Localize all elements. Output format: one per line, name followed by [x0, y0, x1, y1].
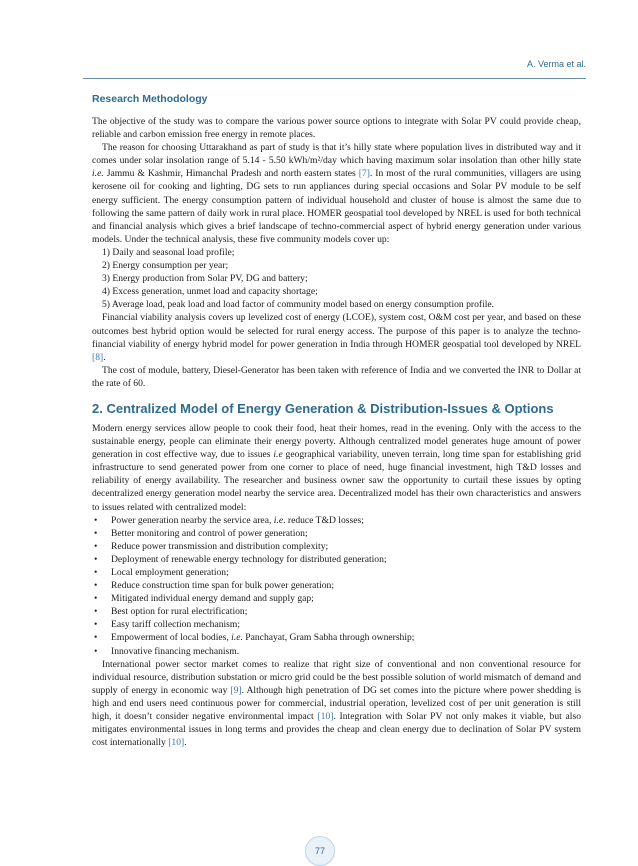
text-run: Deployment of renewable energy technology for distributed generation;: [111, 553, 387, 565]
bullet-icon: •: [94, 593, 98, 605]
list-item: [92, 566, 581, 579]
reference-link-10[interactable]: [10]: [317, 711, 334, 723]
list-item: [92, 527, 581, 540]
text-run: The reason for choosing Uttarakhand as part of study is that it’s hilly state where population lives in distributed way and it comes under solar insolation range of 5.14 - 5.50 kWh/m²/day which having maximum solar insolation than other hilly state: [92, 142, 581, 167]
research-methodology-heading: Research Methodology: [92, 93, 208, 105]
reference-link-10[interactable]: [10]: [168, 737, 185, 749]
bullet-icon: •: [94, 580, 98, 592]
bullet-icon: •: [94, 540, 98, 552]
reference-link-7[interactable]: [7]: [358, 168, 370, 180]
bullet-icon: •: [94, 527, 98, 539]
text-run: Jammu & Kashmir, Himanchal Pradesh and north eastern states: [103, 168, 359, 180]
list-item: 2) Energy consumption per year;: [102, 260, 229, 272]
bullet-icon: •: [94, 553, 98, 565]
italic-ie: i.e.: [231, 632, 243, 644]
text-run: Easy tariff collection mechanism;: [111, 619, 241, 631]
research-paragraph-4: The cost of module, battery, Diesel-Generator has been taken with reference of India and we converted the INR to Dollar at the rate of 60.: [92, 364, 581, 389]
text-run: Panchayat, Gram Sabha through ownership;: [242, 632, 415, 644]
section-2-heading: 2. Centralized Model of Energy Generation & Distribution-Issues & Options: [92, 400, 554, 416]
text-run: Power generation nearby the service area,: [111, 514, 274, 526]
section-2-paragraph-2: [92, 658, 581, 750]
list-item: 4) Excess generation, unmet load and capacity shortage;: [102, 286, 318, 298]
model-list: [92, 246, 581, 311]
text-run: Financial viability analysis covers up levelized cost of energy (LCOE), system cost, O&M cost per year, and based on these outcomes best hybrid option would be selected for rural energy access. The purpose of this paper is to analyze the techno-financial viability of energy hybrid model for power generation in India through HOMER geospatial tool developed by NREL: [92, 312, 581, 350]
text-run: .: [184, 737, 187, 749]
text-run: . Integration with Solar PV not only makes it viable, but also mitigates environmental issues in long terms and provides the cheap and clean energy due to declination of Solar PV system cost internationally: [92, 711, 581, 749]
list-item: [92, 592, 581, 605]
bullet-icon: •: [94, 645, 98, 657]
text-run: Better monitoring and control of power generation;: [111, 527, 308, 539]
page-number-badge: 77: [305, 836, 335, 866]
bullet-icon: •: [94, 606, 98, 618]
text-run: Empowerment of local bodies,: [111, 632, 232, 644]
list-item: 3) Energy production from Solar PV, DG and battery;: [102, 273, 308, 285]
bullet-icon: •: [94, 632, 98, 644]
text-run: Mitigated individual energy demand and supply gap;: [111, 593, 314, 605]
text-run: Best option for rural electrification;: [111, 606, 248, 618]
bullet-icon: •: [94, 619, 98, 631]
text-run: Modern energy services allow people to cook their food, heat their homes, read in the evening. Only with the access to the sustainable energy, people can eliminate their energy poverty. Although centralized model generates huge amount of power generation in cost effective way, due to issues: [92, 422, 581, 461]
text-run: .: [103, 351, 106, 363]
text-run: geographical variability, uneven terrain, long time span for establishing grid infrastructure to send generated power from one corner to place of need, huge financial investment, high T&D losses and reliability of energy availability. The researcher and business owner saw the opportunity to curtail these issues by opting decentralized energy generation model nearby the service area. Decentralized model has their own characteristics and answers to issues related with centralized model:: [92, 449, 581, 513]
list-item: [92, 645, 581, 658]
bullet-icon: •: [94, 514, 98, 526]
header-rule: [83, 78, 586, 79]
list-item: 5) Average load, peak load and load factor of community model based on energy consumption profile.: [102, 299, 495, 311]
bullet-icon: •: [94, 567, 98, 578]
reference-link-8[interactable]: [8]: [92, 351, 104, 363]
list-item: [92, 553, 581, 566]
text-run: International power sector market comes to realize that right size of conventional and non conventional resource for individual resource, distribution substation or micro grid could be the best possible solution of world mismatch of demand and supply of energy in economic way: [92, 658, 581, 696]
page-body: [92, 93, 581, 749]
list-item: [92, 631, 581, 644]
decentralized-benefits-list: [92, 514, 581, 658]
research-paragraph-3: [92, 311, 581, 363]
running-head: A. Verma et al.: [526, 59, 586, 69]
list-item: [92, 618, 581, 631]
text-run: . Although high penetration of DG set comes into the picture where power shedding is high and end users need continuous power for commercial, industrial operation, levelized cost of per unit generation is still high, it doesn’t consider negative environmental impact: [92, 684, 581, 723]
italic-ie: i.e.: [92, 168, 104, 180]
list-item: 1) Daily and seasonal load profile;: [102, 246, 235, 258]
research-paragraph-2: [92, 141, 581, 246]
list-item: [92, 579, 581, 592]
text-run: Reduce construction time span for bulk power generation;: [111, 580, 334, 592]
text-run: . In most of the rural communities, villagers are using kerosene oil for cooking and lighting, DG sets to run appliances during special occasions and Solar PV module to be self energy sufficient. The energy consumption pattern of individual household and cluster of house is almost the same due to following the same pattern of daily work in rural place. HOMER geospatial tool developed by NREL is used for both technical and financial analysis which gives a brief landscape of techno-commercial aspect of hybrid energy generation under various models. Under the technical analysis, these five community models cover up:: [92, 168, 582, 245]
list-item: [92, 514, 581, 527]
research-paragraph-1: The objective of the study was to compare the various power source options to integrate with Solar PV could provide cheap, reliable and carbon emission free energy in remote places.: [92, 116, 581, 141]
reference-link-9[interactable]: [9]: [230, 684, 242, 696]
list-item: [92, 605, 581, 618]
text-run: Local employment generation;: [111, 567, 229, 578]
list-item: [92, 540, 581, 553]
section-2-paragraph-1: [92, 422, 581, 514]
italic-ie: i.e: [273, 514, 284, 526]
text-run: Reduce power transmission and distribution complexity;: [111, 540, 329, 552]
text-run: Innovative financing mechanism.: [111, 645, 240, 657]
italic-ie: i.e: [273, 449, 283, 461]
text-run: . reduce T&D losses;: [283, 514, 364, 526]
